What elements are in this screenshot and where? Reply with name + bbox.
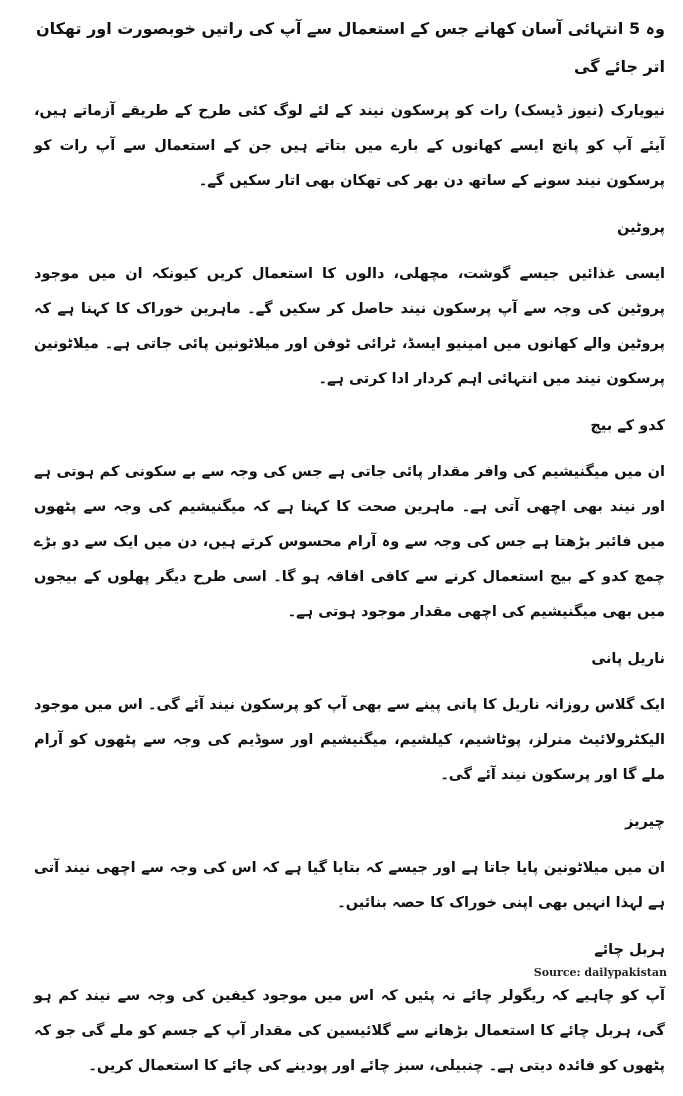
section-heading-cherries: چیریز: [625, 814, 665, 830]
section-body-protein: ایسی غذائیں جیسے گوشت، مچھلی، دالوں کا استعمال کریں کیونکہ ان میں موجود پروٹین کی وجہ سے آپ پرسکون نیند حاصل کر سکیں گے۔ ماہرین خوراک کا کہنا ہے کہ پروٹین والے کھانوں میں امینیو ایسڈ، ٹرائی ٹوفن اور میلاٹونین پائی جاتی ہے۔ میلاٹونین پرسکون نیند میں انتہائی اہم کردار ادا کرتی ہے۔: [34, 266, 665, 387]
section-body-herbal-tea: آپ کو چاہیے کہ ریگولر چائے نہ پئیں کہ اس میں موجود کیفین کی وجہ سے نیند کم ہو گی، ہربل چائے کا استعمال بڑھانے سے گلائیسین کی مقدار آپ کے جسم کو ملے گی جو کہ پٹھوں کو فائدہ دیتی ہے۔ چنبیلی، سبز چائے اور پودینے کی چائے کا استعمال کریں۔: [34, 988, 665, 1074]
section-body-pumpkin-seeds: ان میں میگنیشیم کی وافر مقدار پائی جاتی ہے جس کی وجہ سے بے سکونی کم ہوتی ہے اور نیند بھی اچھی آتی ہے۔ ماہرین صحت کا کہنا ہے کہ میگنیشیم کی وجہ سے پٹھوں میں فائبر بڑھتا ہے جس کی وجہ سے وہ آرام محسوس کرتے ہیں، دن میں ایک سے دو بڑے چمچ کدو کے بیج استعمال کرنے سے کافی افاقہ ہو گا۔ اسی طرح دیگر پھلوں کے بیجوں میں بھی میگنیشیم کی اچھی مقدار موجود ہوتی ہے۔: [34, 464, 665, 620]
section-body-cherries: ان میں میلاٹونین پایا جاتا ہے اور جیسے کہ بتایا گیا ہے کہ اس کی وجہ سے اچھی نیند آتی ہے لہذا انہیں بھی اپنی خوراک کا حصہ بنائیں۔: [34, 860, 665, 911]
section-heading-herbal-tea: ہربل چائے: [594, 942, 665, 958]
section-heading-protein: پروٹین: [617, 220, 665, 236]
section-body-coconut-water: ایک گلاس روزانہ ناریل کا پانی پینے سے بھی آپ کو پرسکون نیند آئے گی۔ اس میں موجود الیکٹرولائیٹ منرلز، پوٹاشیم، کیلشیم، میگنیشیم اور سوڈیم کی وجہ سے پٹھوں کو آرام ملے گا اور پرسکون نیند آئے گی۔: [34, 697, 665, 783]
section-heading-pumpkin-seeds: کدو کے بیج: [590, 418, 665, 434]
article-headline: وہ 5 انتہائی آسان کھانے جس کے استعمال سے آپ کی راتیں خوبصورت اور تھکان اتر جائے گی: [35, 19, 665, 76]
intro-paragraph: نیویارک (نیوز ڈیسک) رات کو پرسکون نیند کے لئے لوگ کئی طرح کے طریقے آزماتے ہیں، آیئے آپ کو پانچ ایسے کھانوں کے بارے میں بتاتے ہیں جن کے استعمال سے آپ رات کو پرسکون نیند سونے کے ساتھ دن بھر کی تھکان بھی اتار سکیں گے۔: [34, 103, 665, 189]
section-heading-coconut-water: ناریل پانی: [591, 651, 665, 667]
article: [34, 10, 665, 1096]
source-credit: Source: dailypakistan: [533, 966, 667, 979]
